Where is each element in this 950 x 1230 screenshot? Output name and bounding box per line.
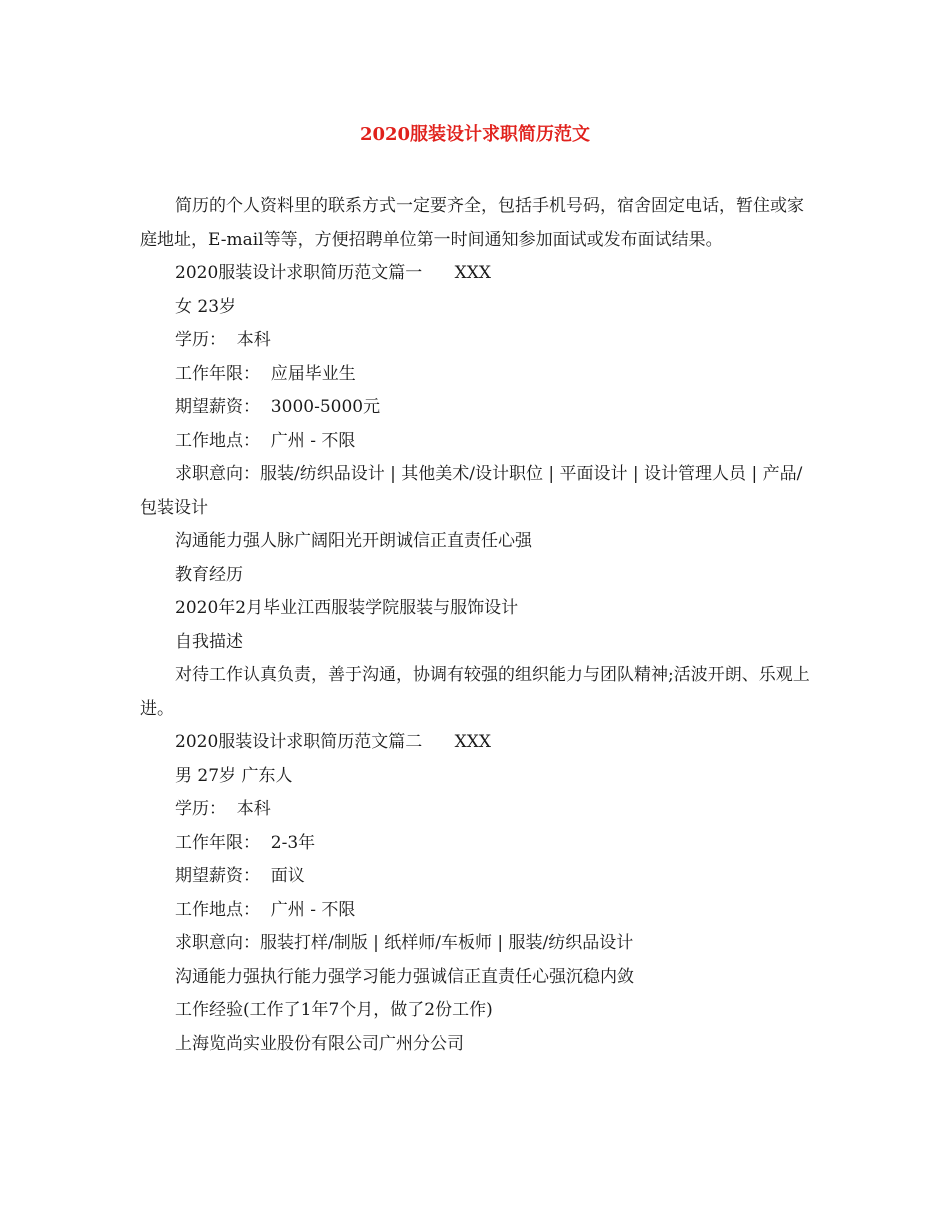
resume-two-job-intent: 求职意向：服装打样/制版 | 纸样师/车板师 | 服装/纺织品设计 <box>175 933 634 953</box>
document-body <box>140 190 815 1061</box>
resume-one-work-years: 工作年限： 应届毕业生 <box>175 363 356 384</box>
resume-two-gender-age: 男 27岁 广东人 <box>175 765 293 786</box>
resume-one-heading: 2020服装设计求职简历范文篇一 XXX <box>175 263 491 283</box>
resume-two-work-experience: 工作经验(工作了1年7个月，做了2份工作) <box>175 1000 493 1020</box>
resume-one-self-heading: 自我描述 <box>175 631 243 652</box>
resume-two-company: 上海览尚实业股份有限公司广州分公司 <box>175 1033 464 1054</box>
resume-two-education: 学历： 本科 <box>175 799 271 819</box>
resume-one-self-description: 对待工作认真负责，善于沟通，协调有较强的组织能力与团队精神;活波开朗、乐观上进。 <box>140 665 810 719</box>
resume-one-education-heading: 教育经历 <box>175 564 243 585</box>
document-title: 2020服装设计求职简历范文 <box>359 124 591 145</box>
resume-two-work-years: 工作年限： 2-3年 <box>175 832 316 853</box>
resume-one-education: 学历： 本科 <box>175 330 271 350</box>
resume-one-strengths: 沟通能力强人脉广阔阳光开朗诚信正直责任心强 <box>175 531 532 551</box>
resume-one-location: 工作地点： 广州 - 不限 <box>175 430 356 451</box>
resume-one-salary: 期望薪资： 3000-5000元 <box>175 397 381 417</box>
resume-two-strengths: 沟通能力强执行能力强学习能力强诚信正直责任心强沉稳内敛 <box>175 966 634 987</box>
resume-one-education-detail: 2020年2月毕业江西服装学院服装与服饰设计 <box>175 598 519 618</box>
resume-one-gender-age: 女 23岁 <box>175 296 237 317</box>
resume-two-salary: 期望薪资： 面议 <box>175 866 305 886</box>
intro-paragraph: 简历的个人资料里的联系方式一定要齐全，包括手机号码，宿舍固定电话，暂住或家庭地址，E-mail等等，方便招聘单位第一时间通知参加面试或发布面试结果。 <box>140 196 804 250</box>
resume-two-location: 工作地点： 广州 - 不限 <box>175 899 356 920</box>
resume-one-job-intent: 求职意向：服装/纺织品设计 | 其他美术/设计职位 | 平面设计 | 设计管理人员 | 产品/包装设计 <box>140 464 803 518</box>
resume-two-heading: 2020服装设计求职简历范文篇二 XXX <box>175 732 491 752</box>
